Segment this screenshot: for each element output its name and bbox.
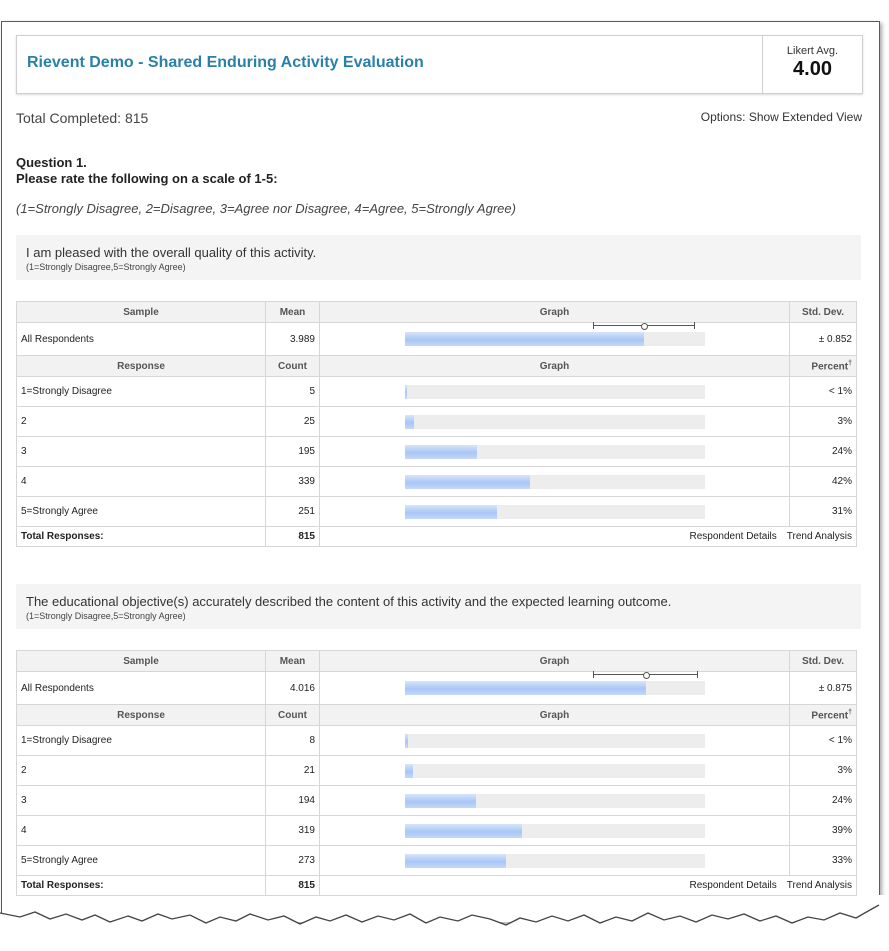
mean-header [266,302,320,323]
report-header [16,35,863,94]
sample-header [17,302,266,323]
options-bar [701,110,862,124]
item-statement-box [16,584,861,629]
respondent-details-link[interactable]: Respondent Details [689,880,777,891]
respondent-details-link[interactable]: Respondent Details [689,531,777,542]
response-count: 195 [266,437,320,467]
response-header-label: Response [117,360,165,372]
std-dev-error-bar [593,671,698,678]
bar-track [405,445,705,459]
response-label: 4 [17,816,266,846]
question-scale: (1=Strongly Disagree, 2=Disagree, 3=Agree nor Disagree, 4=Agree, 5=Strongly Agree) [16,201,516,216]
count-header [266,705,320,726]
response-header [17,705,266,726]
graph-cell [320,846,790,876]
bar-track [405,734,705,748]
torn-paper-edge [0,895,889,951]
response-percent: 31% [790,497,857,527]
bar-track [405,475,705,489]
sample-header-row [17,651,857,672]
std-dev-value: ± 0.875 [790,672,857,705]
table-row [17,497,857,527]
response-count: 273 [266,846,320,876]
table-row [17,786,857,816]
bar-fill [405,764,413,778]
response-header-label: Response [117,709,165,721]
bar-fill [405,854,506,868]
bar-track [405,794,705,808]
options-label: Options: [700,110,746,124]
response-percent: < 1% [790,377,857,407]
mean-header [266,651,320,672]
results-table [16,301,857,547]
sample-label: All Respondents [17,672,266,705]
item-statement: The educational objective(s) accurately described the content of this activity and the expected learning outcome. [26,594,672,609]
response-header-row [17,356,857,377]
error-bar-cap [697,671,698,678]
response-label: 1=Strongly Disagree [17,377,266,407]
std-dev-value: ± 0.852 [790,323,857,356]
report-title: Rievent Demo - Shared Enduring Activity Evaluation [27,54,424,71]
mean-value: 3.989 [266,323,320,356]
sample-header-label: Sample [123,306,159,318]
trend-analysis-link[interactable]: Trend Analysis [786,880,852,891]
likert-label: Likert Avg. [786,45,839,57]
likert-average-box [762,36,862,93]
std-dev-header [790,651,857,672]
graph-cell [320,467,790,497]
response-percent: < 1% [790,726,857,756]
question-text: Please rate the following on a scale of 1-5: [16,171,278,186]
graph-header [320,302,790,323]
item-scale-note: (1=Strongly Disagree,5=Strongly Agree) [26,262,186,272]
question-number: Question 1. [16,155,87,170]
graph-cell [320,756,790,786]
count-header [266,356,320,377]
bar-track [405,681,705,695]
table-row [17,756,857,786]
bar-fill [405,794,476,808]
response-percent: 33% [790,846,857,876]
response-percent: 3% [790,407,857,437]
bar-track [405,385,705,399]
graph-cell [320,672,790,705]
bar-fill [405,681,646,695]
bar-fill [405,385,407,399]
table-row [17,437,857,467]
response-count: 339 [266,467,320,497]
total-responses-label: Total Responses: [17,876,266,896]
item-scale-note: (1=Strongly Disagree,5=Strongly Agree) [26,611,186,621]
response-count: 194 [266,786,320,816]
results-table [16,650,857,896]
item-statement-box [16,235,861,280]
sample-header [17,651,266,672]
bar-track [405,824,705,838]
item-statement: I am pleased with the overall quality of this activity. [26,245,317,260]
mean-value: 4.016 [266,672,320,705]
response-label: 1=Strongly Disagree [17,726,266,756]
bar-track [405,505,705,519]
table-links [320,527,857,547]
graph-cell [320,323,790,356]
response-count: 251 [266,497,320,527]
graph-header [320,356,790,377]
total-completed: Total Completed: 815 [16,110,149,126]
table-row [17,726,857,756]
response-label: 2 [17,407,266,437]
response-percent: 42% [790,467,857,497]
total-row [17,527,857,547]
total-responses-label: Total Responses: [17,527,266,547]
percent-footnote-mark: † [848,708,852,716]
sample-label: All Respondents [17,323,266,356]
error-bar-cap [694,322,695,329]
count-header-label: Count [278,709,307,721]
count-header-label: Count [278,360,307,372]
total-responses-value: 815 [266,527,320,547]
graph-cell [320,497,790,527]
std-dev-error-bar [593,322,695,329]
bar-track [405,415,705,429]
total-responses-value: 815 [266,876,320,896]
mean-header-label: Mean [279,306,306,318]
response-percent: 39% [790,816,857,846]
std-dev-header [790,302,857,323]
sample-header-row [17,302,857,323]
mean-row [17,672,857,705]
mean-row [17,323,857,356]
table-row [17,467,857,497]
graph-header [320,705,790,726]
graph-cell [320,407,790,437]
response-count: 5 [266,377,320,407]
table-row [17,846,857,876]
response-percent: 3% [790,756,857,786]
response-count: 8 [266,726,320,756]
percent-header [790,356,857,377]
std-dev-header-label: Std. Dev. [801,306,845,318]
graph-cell [320,437,790,467]
percent-footnote-mark: † [848,359,852,367]
std-dev-header-label: Std. Dev. [801,655,845,667]
percent-header [790,705,857,726]
bar-fill [405,445,477,459]
bar-fill [405,475,530,489]
graph-cell [320,786,790,816]
mean-marker [643,672,650,679]
response-label: 4 [17,467,266,497]
bar-track [405,332,705,346]
table-row [17,407,857,437]
table-row [17,377,857,407]
trend-analysis-link[interactable]: Trend Analysis [786,531,852,542]
bar-track [405,764,705,778]
bar-track [405,854,705,868]
response-label: 2 [17,756,266,786]
graph-header-label: Graph [539,360,570,372]
bar-fill [405,505,497,519]
response-label: 3 [17,437,266,467]
graph-header-label: Graph [539,709,570,721]
graph-header [320,651,790,672]
response-label: 5=Strongly Agree [17,497,266,527]
error-bar-cap [593,322,594,329]
response-header-row [17,705,857,726]
table-links [320,876,857,896]
bar-fill [405,734,408,748]
bar-fill [405,415,414,429]
graph-cell [320,377,790,407]
show-extended-view-link[interactable]: Show Extended View [748,110,862,124]
graph-cell [320,816,790,846]
response-count: 21 [266,756,320,786]
response-percent: 24% [790,786,857,816]
table-row [17,816,857,846]
total-row [17,876,857,896]
response-header [17,356,266,377]
percent-header-label: Percent [811,710,849,722]
response-count: 25 [266,407,320,437]
sample-header-label: Sample [123,655,159,667]
mean-marker [641,323,648,330]
response-count: 319 [266,816,320,846]
graph-header-label: Graph [539,306,570,318]
error-bar-cap [593,671,594,678]
bar-fill [405,824,522,838]
graph-header-label: Graph [539,655,570,667]
response-label: 5=Strongly Agree [17,846,266,876]
response-label: 3 [17,786,266,816]
graph-cell [320,726,790,756]
mean-header-label: Mean [279,655,306,667]
percent-header-label: Percent [811,361,849,373]
likert-value: 4.00 [793,58,832,80]
bar-fill [405,332,644,346]
response-percent: 24% [790,437,857,467]
